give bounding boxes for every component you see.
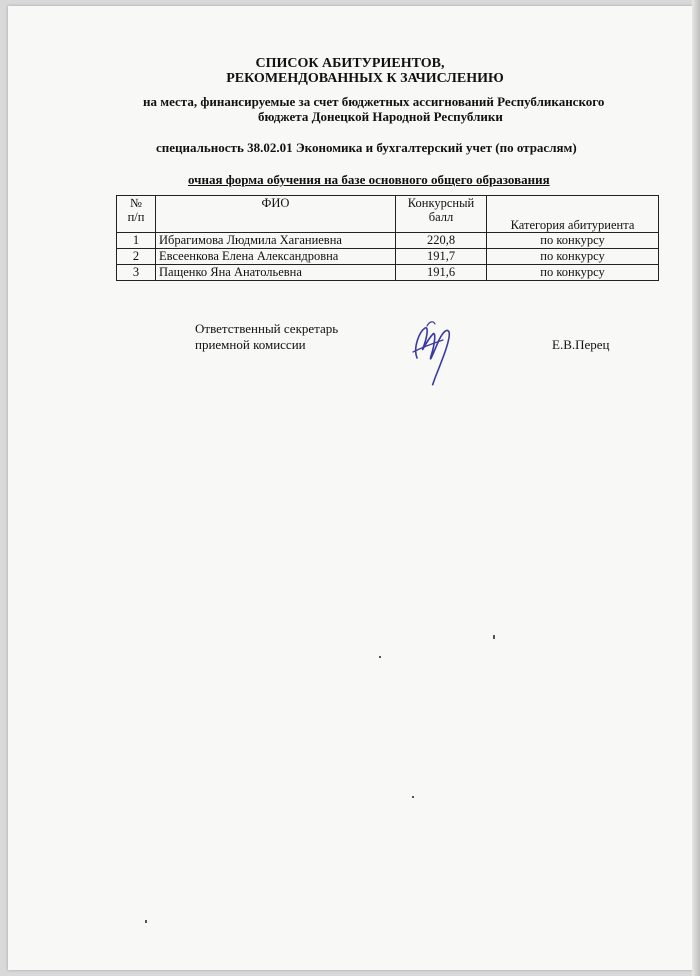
applicants-table: [116, 195, 659, 281]
row-num: 3: [117, 265, 156, 281]
row-num: 1: [117, 233, 156, 249]
scan-edge-shadow: [692, 0, 700, 976]
title-block: [8, 56, 692, 86]
paper-speck: [145, 920, 147, 923]
signer-name: Е.В.Перец: [552, 337, 610, 352]
header-score: [396, 196, 487, 233]
specialty-line: специальность 38.02.01 Экономика и бухгалтерский учет (по отраслям): [156, 140, 577, 155]
table-row: [117, 265, 659, 281]
header-category: Категория абитуриента: [487, 196, 659, 233]
row-score: 191,7: [396, 249, 487, 265]
document-page: [8, 6, 692, 970]
table-header-row: [117, 196, 659, 233]
row-score: 191,6: [396, 265, 487, 281]
header-score-line-2: балл: [428, 210, 454, 224]
header-score-line-1: Конкурсный: [407, 196, 475, 210]
table-row: [117, 233, 659, 249]
paper-speck: [493, 635, 495, 639]
title-line-2: РЕКОМЕНДОВАННЫХ К ЗАЧИСЛЕНИЮ: [226, 71, 504, 86]
header-num-line-1: №: [130, 196, 142, 210]
row-category: по конкурсу: [487, 233, 659, 249]
row-category: по конкурсу: [487, 265, 659, 281]
paper-speck: [412, 796, 414, 798]
row-name: Пащенко Яна Анатольевна: [156, 265, 396, 281]
header-name: ФИО: [156, 196, 396, 233]
table-row: [117, 249, 659, 265]
subtitle-line-2: бюджета Донецкой Народной Республики: [258, 109, 503, 124]
row-name: Ибрагимова Людмила Хаганиевна: [156, 233, 396, 249]
row-name: Евсеенкова Елена Александровна: [156, 249, 396, 265]
signatory-role-line-1: Ответственный секретарь: [195, 321, 339, 336]
header-num: [117, 196, 156, 233]
row-num: 2: [117, 249, 156, 265]
title-line-1: СПИСОК АБИТУРИЕНТОВ,: [255, 56, 445, 71]
subtitle-line-1: на места, финансируемые за счет бюджетных ассигнований Республиканского: [143, 94, 605, 109]
signatory-role-line-2: приемной комиссии: [195, 337, 306, 352]
row-category: по конкурсу: [487, 249, 659, 265]
handwritten-signature: [403, 318, 463, 390]
signatory-role: [195, 321, 338, 353]
row-score: 220,8: [396, 233, 487, 249]
paper-speck: [379, 656, 381, 658]
study-form-line: очная форма обучения на базе основного общего образования: [188, 172, 550, 187]
header-num-line-2: п/п: [127, 210, 145, 224]
